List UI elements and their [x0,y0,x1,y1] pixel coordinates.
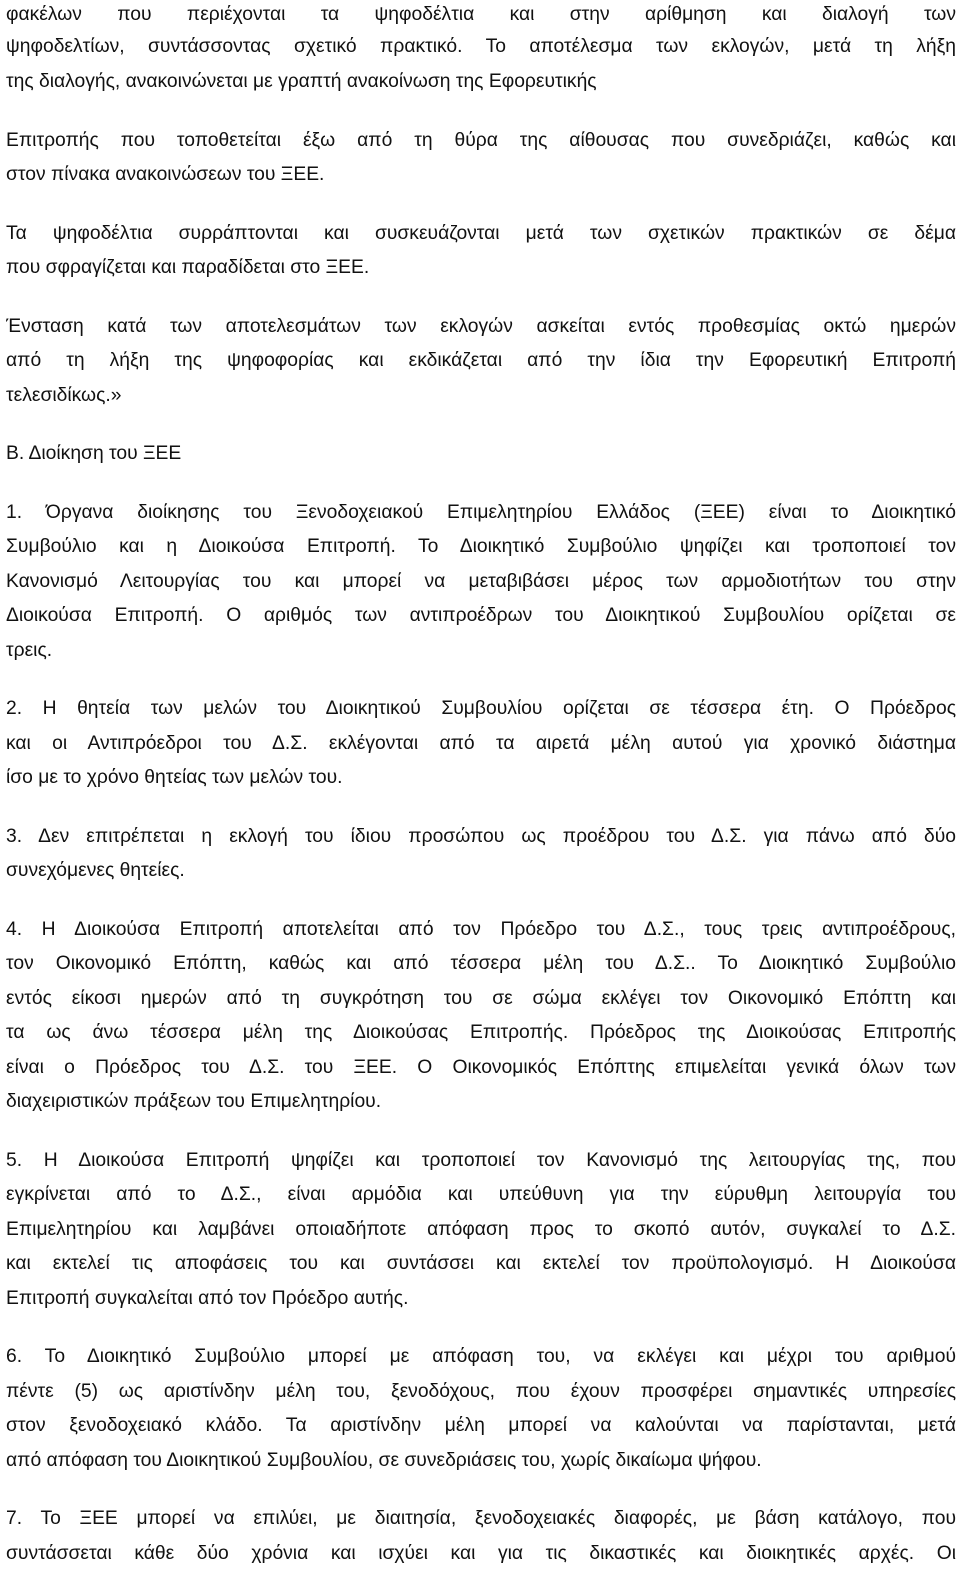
text-line: 3. Δεν επιτρέπεται η εκλογή του ίδιου προσώπου ως προέδρου του Δ.Σ. για πάνω από δύο [6,826,956,847]
text-line: από απόφαση του Διοικητικού Συμβουλίου, σε συνεδριάσεις του, χωρίς δικαίωμα ψήφου. [6,1450,762,1471]
text-line: 7. Το ΞΕΕ μπορεί να επιλύει, με διαιτησία, ξενοδοχειακές διαφορές, με βάση κατάλογο, που [6,1508,956,1529]
text-line: διαχειριστικών πράξεων του Επιμελητηρίου. [6,1091,382,1112]
text-line: πέντε (5) ως αριστίνδην μέλη του, ξενοδόχους, που έχουν προσφέρει σημαντικές υπηρεσίες [6,1381,956,1402]
text-line: στον ξενοδοχειακό κλάδο. Τα αριστίνδην μέλη μπορεί να καλούνται να παρίστανται, μετά [6,1415,956,1436]
text-line: Τα ψηφοδέλτια συρράπτονται και συσκευάζονται μετά των σχετικών πρακτικών σε δέμα [6,223,956,244]
text-line: και οι Αντιπρόεδροι του Δ.Σ. εκλέγονται από τα αιρετά μέλη αυτού για χρονικό διάστημα [6,733,956,754]
document-page [6,0,956,1590]
text-line: Διοικούσα Επιτροπή. Ο αριθμός των αντιπροέδρων του Διοικητικού Συμβουλίου ορίζεται σε [6,605,956,626]
text-line: 6. Το Διοικητικό Συμβούλιο μπορεί με απόφαση του, να εκλέγει και μέχρι του αριθμού [6,1346,956,1367]
section-heading: Β. Διοίκηση του ΞΕΕ [6,443,182,464]
text-line: τρεις. [6,640,53,661]
text-line: της διαλογής, ανακοινώνεται με γραπτή ανακοίνωση της Εφορευτικής [6,71,597,92]
text-line: Κανονισμό Λειτουργίας του και μπορεί να μεταβιβάσει μέρος των αρμοδιοτήτων του στην [6,571,956,592]
text-line: 5. Η Διοικούσα Επιτροπή ψηφίζει και τροποποιεί τον Κανονισμό της λειτουργίας της, που [6,1150,956,1171]
text-line: Επιτροπής που τοποθετείται έξω από τη θύρα της αίθουσας που συνεδριάζει, καθώς και [6,130,956,151]
text-line: 2. Η θητεία των μελών του Διοικητικού Συμβουλίου ορίζεται σε τέσσερα έτη. Ο Πρόεδρος [6,698,956,719]
text-line: που σφραγίζεται και παραδίδεται στο ΞΕΕ. [6,257,370,278]
text-line: τον Οικονομικό Επόπτη, καθώς και από τέσσερα μέλη του Δ.Σ.. Το Διοικητικό Συμβούλιο [6,953,956,974]
text-line: Συμβούλιο και η Διοικούσα Επιτροπή. Το Διοικητικό Συμβούλιο ψηφίζει και τροποποιεί τον [6,536,956,557]
text-line: εγκρίνεται από το Δ.Σ., είναι αρμόδια και υπεύθυνη για την εύρυθμη λειτουργία του [6,1184,956,1205]
text-line: εντός είκοσι ημερών από τη συγκρότηση του σε σώμα εκλέγει τον Οικονομικό Επόπτη και [6,988,956,1009]
text-line: και εκτελεί τις αποφάσεις του και συντάσσει και εκτελεί τον προϋπολογισμό. Η Διοικούσα [6,1253,956,1274]
text-line: 1. Όργανα διοίκησης του Ξενοδοχειακού Επιμελητηρίου Ελλάδος (ΞΕΕ) είναι το Διοικητικό [6,502,956,523]
text-line: Επιτροπή συγκαλείται από τον Πρόεδρο αυτής. [6,1288,409,1309]
text-line: Ένσταση κατά των αποτελεσμάτων των εκλογών ασκείται εντός προθεσμίας οκτώ ημερών [6,316,956,337]
text-line: φακέλων που περιέχονται τα ψηφοδέλτια και στην αρίθμηση και διαλογή των [6,4,956,25]
text-line: είναι ο Πρόεδρος του Δ.Σ. του ΞΕΕ. Ο Οικονομικός Επόπτης επιμελείται γενικά όλων των [6,1057,956,1078]
text-line: τελεσιδίκως.» [6,385,122,406]
text-line: 4. Η Διοικούσα Επιτροπή αποτελείται από τον Πρόεδρο του Δ.Σ., τους τρεις αντιπροέδρους, [6,919,956,940]
text-line: τα ως άνω τέσσερα μέλη της Διοικούσας Επιτροπής. Πρόεδρος της Διοικούσας Επιτροπής [6,1022,956,1043]
text-line: από τη λήξη της ψηφοφορίας και εκδικάζεται από την ίδια την Εφορευτική Επιτροπή [6,350,956,371]
text-line: συντάσσεται κάθε δύο χρόνια και ισχύει και για τις δικαστικές και διοικητικές αρχές. Οι [6,1543,956,1564]
text-line: στον πίνακα ανακοινώσεων του ΞΕΕ. [6,164,325,185]
text-line: Επιμελητηρίου και λαμβάνει οποιαδήποτε απόφαση προς το σκοπό αυτόν, συγκαλεί το Δ.Σ. [6,1219,956,1240]
text-line: ίσο με το χρόνο θητείας των μελών του. [6,767,343,788]
text-line: συνεχόμενες θητείες. [6,860,185,881]
text-line: ψηφοδελτίων, συντάσσοντας σχετικό πρακτικό. Το αποτέλεσμα των εκλογών, μετά τη λήξη [6,36,956,57]
